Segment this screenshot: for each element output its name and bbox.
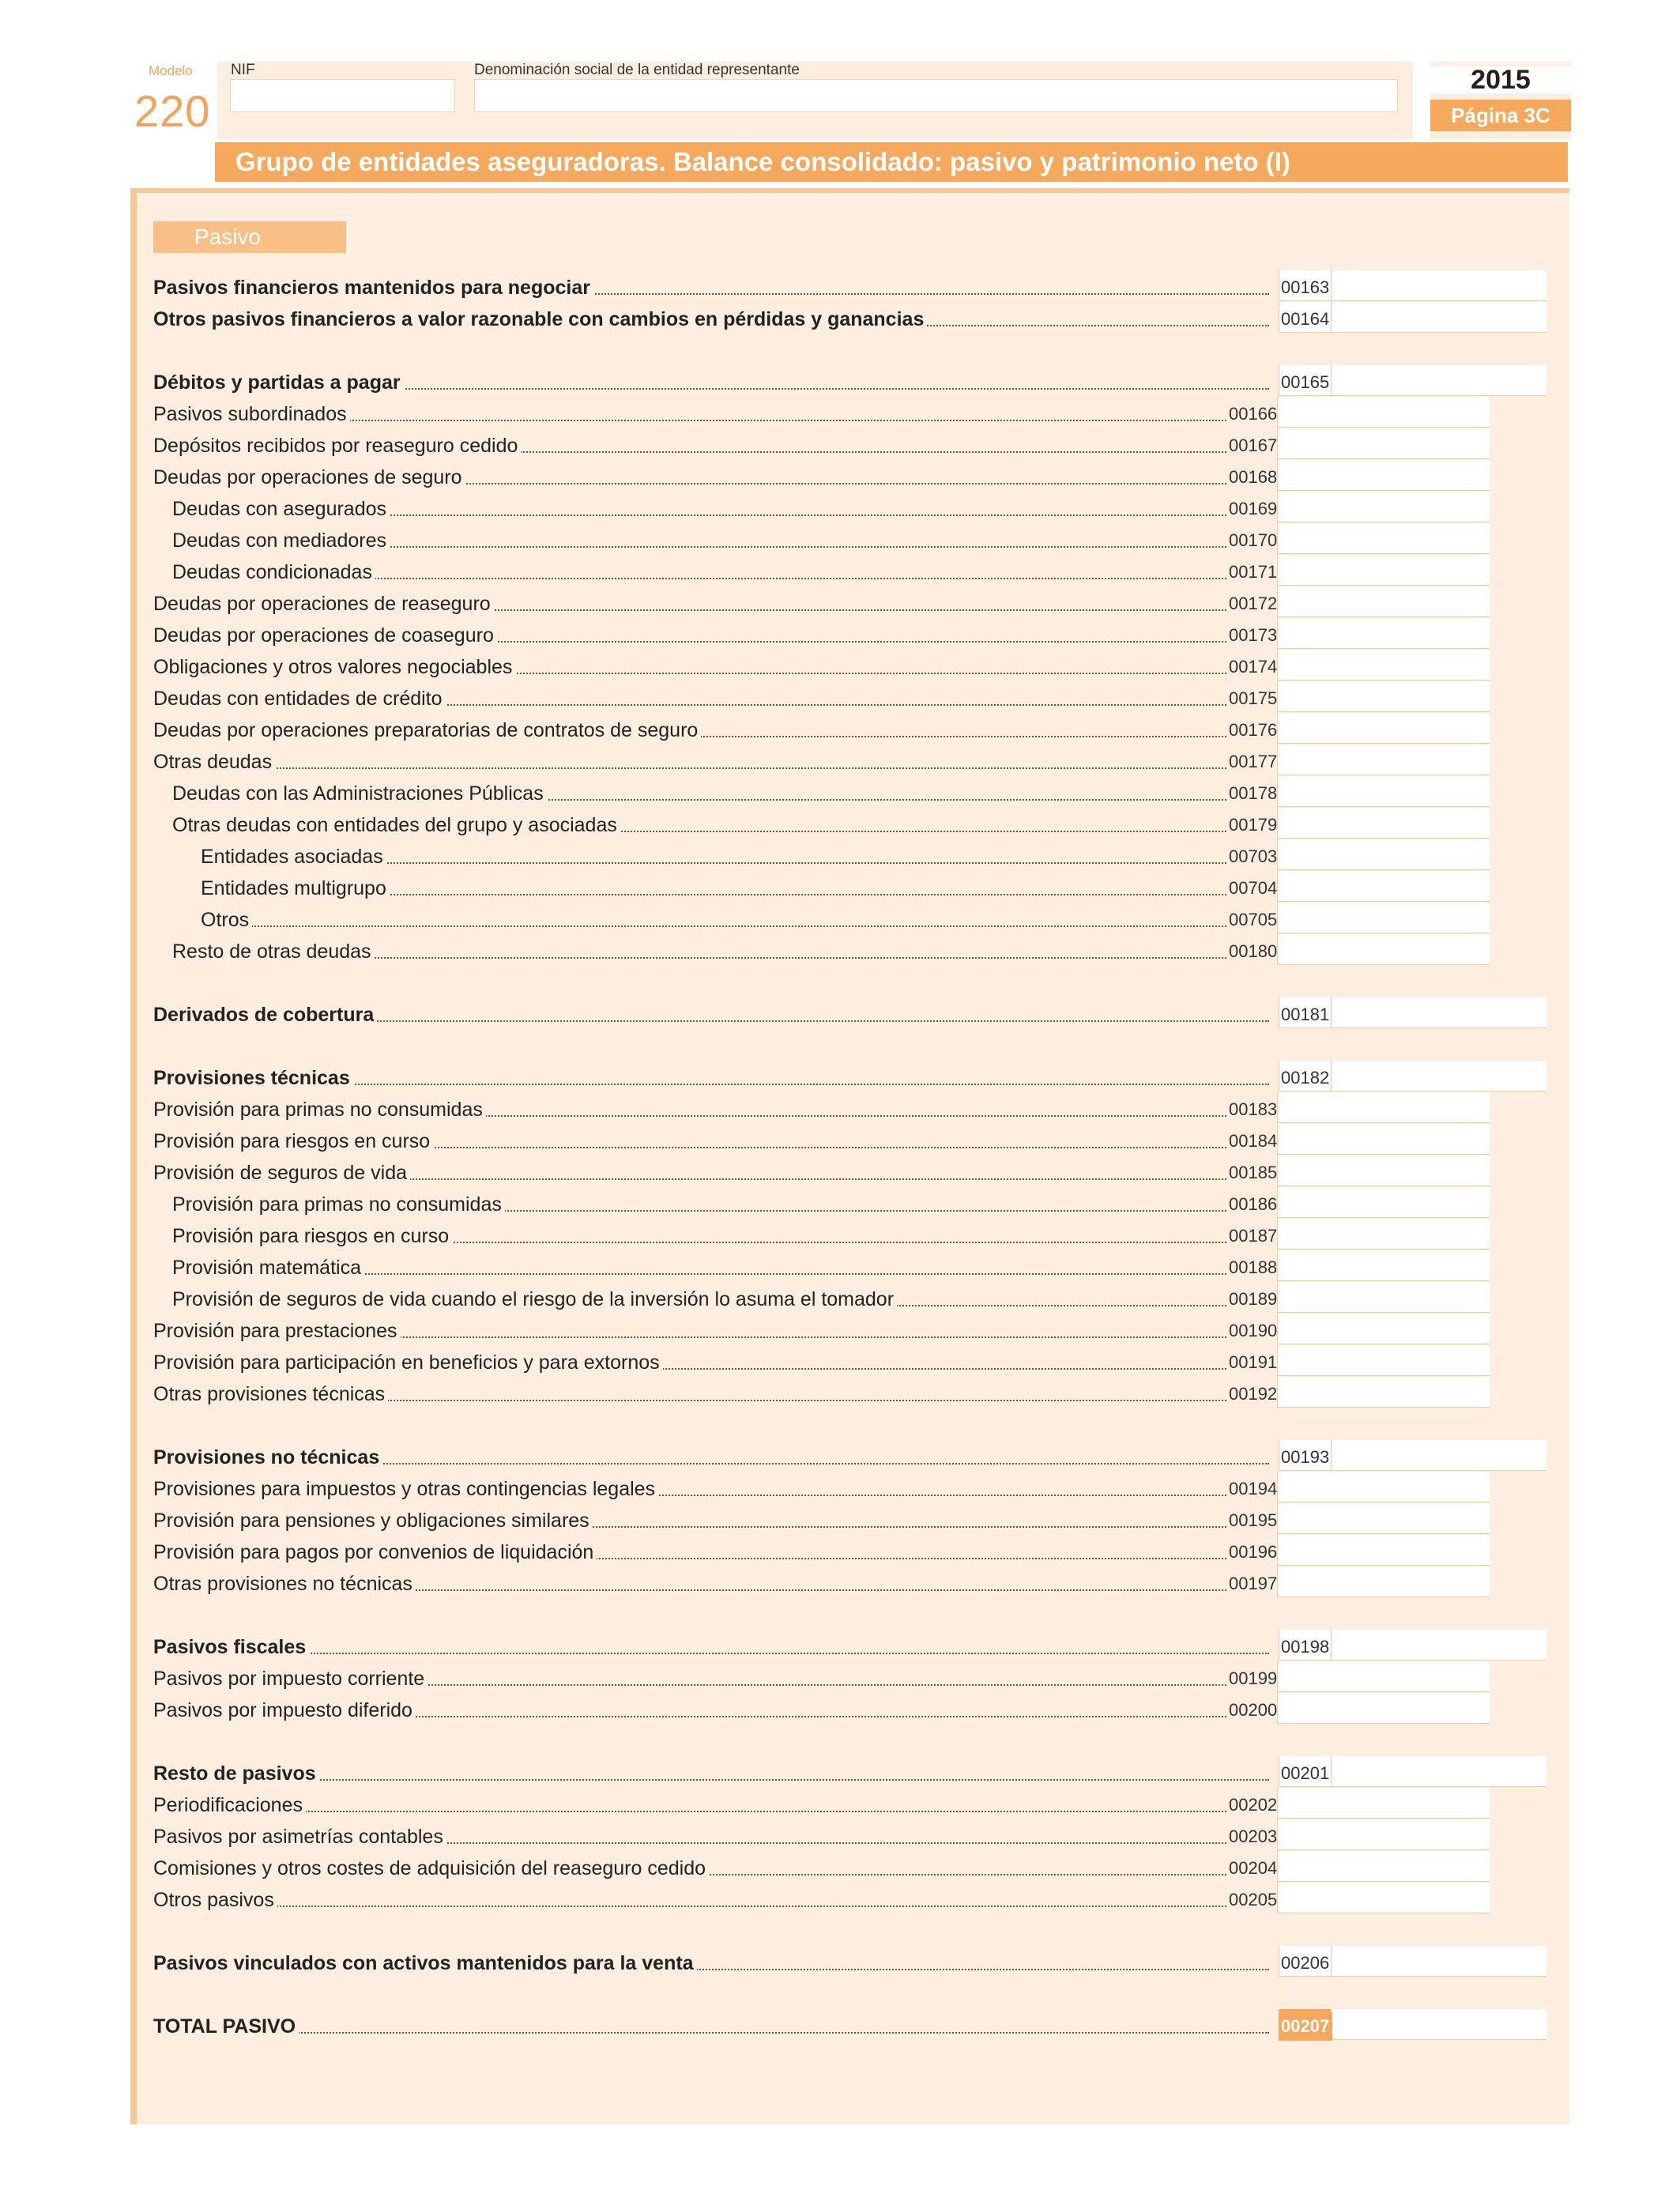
row-label-text: Provisión para pensiones y obligaciones similares [153, 1510, 593, 1532]
amount-input[interactable] [1277, 1314, 1490, 1344]
amount-input[interactable] [1277, 1250, 1490, 1281]
amount-input[interactable] [1331, 270, 1546, 301]
page-tag: Página 3C [1430, 100, 1571, 131]
amount-input[interactable] [1331, 1946, 1546, 1977]
amount-input[interactable] [1277, 1092, 1490, 1123]
field-code: 00167 [1229, 435, 1278, 455]
row-label [153, 1476, 1226, 1502]
amount-input[interactable] [1277, 460, 1490, 491]
row-label [172, 812, 1226, 838]
row-label [153, 1793, 1226, 1818]
field-code: 00179 [1229, 815, 1278, 835]
row-label [153, 401, 1226, 427]
field-code: 00192 [1229, 1384, 1278, 1404]
field-code: 00163 [1281, 277, 1330, 297]
row-label-text: Depósitos recibidos por reaseguro cedido [153, 435, 521, 457]
row-label-text: Comisiones y otros costes de adquisición del reaseguro cedido [153, 1857, 709, 1879]
row-label-text: Otras provisiones técnicas [153, 1383, 388, 1405]
amount-input[interactable] [1277, 1503, 1490, 1534]
row-label-text: Pasivos financieros mantenidos para negociar [153, 277, 593, 299]
field-code: 00189 [1229, 1289, 1278, 1309]
row-label [153, 1666, 1226, 1691]
row-label-text: Deudas con las Administraciones Públicas [172, 782, 547, 805]
field-code: 00165 [1281, 372, 1330, 392]
row-label [172, 781, 1226, 806]
row-label-text: Provisiones no técnicas [153, 1446, 382, 1468]
field-code: 00174 [1229, 657, 1278, 677]
row-label [201, 844, 1226, 869]
row-label-text: Deudas por operaciones de coaseguro [153, 624, 497, 647]
row-label [153, 1508, 1226, 1533]
field-code: 00200 [1229, 1700, 1278, 1720]
field-code: 00178 [1229, 783, 1278, 803]
row-label-text: Pasivos fiscales [153, 1636, 309, 1658]
field-code: 00172 [1229, 594, 1278, 613]
row-label [153, 1540, 1226, 1565]
row-label [153, 1097, 1226, 1122]
row-label-text: Pasivos por impuesto diferido [153, 1699, 416, 1721]
row-label [153, 1445, 1269, 1470]
field-code: 00206 [1281, 1953, 1330, 1973]
row-label [172, 560, 1226, 585]
row-label [153, 1824, 1226, 1849]
row-label [172, 939, 1226, 964]
amount-input[interactable] [1277, 618, 1490, 649]
row-label [153, 623, 1226, 648]
row-label-text: Débitos y partidas a pagar [153, 371, 404, 394]
row-label-text: Deudas con entidades de crédito [153, 688, 446, 710]
row-label-text: Provisión para riesgos en curso [172, 1225, 452, 1247]
field-code: 00182 [1281, 1068, 1330, 1088]
amount-input[interactable] [1277, 555, 1490, 586]
leader-dots [153, 1906, 1226, 1907]
row-label-text: Entidades multigrupo [201, 877, 390, 899]
amount-input[interactable] [1331, 365, 1546, 396]
row-label [172, 496, 1226, 522]
leader-dots [201, 925, 1226, 927]
row-label [153, 1160, 1226, 1186]
row-label [153, 1382, 1226, 1407]
row-label [153, 654, 1226, 680]
row-label [153, 1065, 1269, 1091]
row-label-text: Provisión de seguros de vida cuando el riesgo de la inversión lo asuma el tomador [172, 1288, 897, 1310]
row-label [153, 686, 1226, 711]
row-label [172, 528, 1226, 553]
row-label-text: Provisiones para impuestos y otras contingencias legales [153, 1478, 658, 1500]
field-code: 00703 [1229, 846, 1278, 866]
amount-input[interactable] [1277, 903, 1490, 933]
row-label [153, 1350, 1226, 1375]
leader-dots [153, 1811, 1226, 1812]
amount-input[interactable] [1331, 1756, 1546, 1787]
row-label [153, 370, 1269, 395]
field-code: 00204 [1229, 1858, 1278, 1878]
amount-input[interactable] [1277, 745, 1490, 775]
row-label-text: Otras deudas con entidades del grupo y asociadas [172, 814, 620, 836]
field-code: 00197 [1229, 1574, 1278, 1593]
amount-input[interactable] [1277, 1883, 1490, 1913]
field-code: 00175 [1229, 688, 1278, 708]
row-label [153, 749, 1226, 775]
field-code: 00203 [1229, 1826, 1278, 1846]
row-label-text: Deudas por operaciones de reaseguro [153, 593, 494, 615]
row-label [201, 907, 1226, 933]
row-label [153, 1129, 1226, 1154]
amount-input[interactable] [1277, 1472, 1490, 1502]
amount-input[interactable] [1277, 839, 1490, 870]
row-label-text: Deudas condicionadas [172, 561, 375, 583]
row-label [153, 1634, 1269, 1660]
amount-input[interactable] [1277, 1155, 1490, 1186]
row-label-text: Deudas con mediadores [172, 530, 390, 552]
row-label-text: Otros [201, 909, 252, 931]
field-code: 00704 [1229, 878, 1278, 898]
field-code: 00168 [1229, 467, 1278, 487]
row-label-text: Otras deudas [153, 751, 275, 773]
field-code: 00202 [1229, 1795, 1278, 1815]
row-label [153, 307, 1269, 332]
row-label-text: Provisión para primas no consumidas [153, 1099, 486, 1121]
amount-input[interactable] [1277, 1124, 1490, 1155]
row-label [172, 1223, 1226, 1249]
field-code: 00186 [1229, 1194, 1278, 1214]
amount-input[interactable] [1277, 1535, 1490, 1566]
field-code: 00205 [1229, 1890, 1278, 1909]
row-label-text: Pasivos por asimetrías contables [153, 1826, 446, 1848]
field-code: 00184 [1229, 1131, 1278, 1151]
field-code: 00173 [1229, 625, 1278, 645]
amount-input[interactable] [1277, 397, 1490, 428]
row-label [172, 1287, 1226, 1312]
row-label [153, 1318, 1226, 1344]
leader-dots [153, 1779, 1269, 1781]
section-tag: Pasivo [153, 221, 346, 253]
field-code: 00193 [1281, 1447, 1330, 1467]
row-label-text: Entidades asociadas [201, 846, 386, 868]
amount-input[interactable] [1277, 681, 1490, 712]
amount-input[interactable] [1277, 1219, 1490, 1250]
field-code: 00180 [1229, 941, 1278, 961]
row-label-text: Resto de pasivos [153, 1762, 319, 1785]
row-label-text: Pasivos vinculados con activos mantenidos para la venta [153, 1952, 697, 1974]
amount-input[interactable] [1277, 428, 1490, 459]
amount-input[interactable] [1277, 1661, 1490, 1692]
row-label [172, 1255, 1226, 1280]
amount-input[interactable] [1331, 1061, 1546, 1091]
row-label-text: Obligaciones y otros valores negociables [153, 656, 515, 678]
amount-input[interactable] [1277, 1187, 1490, 1218]
amount-input[interactable] [1331, 302, 1546, 333]
row-label-text: Otros pasivos financieros a valor razonable con cambios en pérdidas y ganancias [153, 308, 927, 330]
row-label [201, 876, 1226, 901]
amount-input[interactable] [1277, 1851, 1490, 1882]
amount-input[interactable] [1331, 997, 1546, 1028]
modelo-label: Modelo [149, 63, 193, 78]
row-label [153, 465, 1226, 490]
row-label-text: Provisión para riesgos en curso [153, 1130, 433, 1152]
row-label-text: Deudas por operaciones de seguro [153, 466, 465, 488]
leader-dots [153, 767, 1226, 769]
row-label [153, 1571, 1226, 1596]
row-label-text: Resto de otras deudas [172, 941, 375, 963]
row-label-text: TOTAL PASIVO [153, 2015, 299, 2038]
amount-input[interactable] [1277, 586, 1490, 617]
field-code: 00198 [1281, 1637, 1330, 1657]
field-code: 00705 [1229, 910, 1278, 929]
amount-input[interactable] [1277, 1345, 1490, 1376]
field-code: 00190 [1229, 1321, 1278, 1340]
field-code: 00188 [1229, 1257, 1278, 1277]
top-rule [130, 188, 1569, 193]
year-label: 2015 [1430, 66, 1571, 93]
field-code: 00170 [1229, 530, 1278, 550]
amount-input[interactable] [1277, 523, 1490, 554]
field-code: 00207 [1279, 2012, 1332, 2041]
row-label [153, 1761, 1269, 1786]
amount-input[interactable] [1277, 934, 1490, 965]
field-code: 00196 [1229, 1542, 1278, 1562]
row-label-text: Deudas con asegurados [172, 498, 390, 520]
field-code: 00169 [1229, 499, 1278, 518]
amount-input[interactable] [1277, 871, 1490, 902]
amount-input[interactable] [1277, 1377, 1490, 1408]
row-label-text: Pasivos subordinados [153, 403, 350, 425]
amount-input[interactable] [1277, 1819, 1490, 1850]
amount-input[interactable] [1277, 713, 1490, 744]
field-code: 00166 [1229, 404, 1278, 424]
row-label-text: Provisión matemática [172, 1257, 364, 1279]
nif-field[interactable] [230, 79, 455, 112]
amount-input[interactable] [1277, 1788, 1490, 1819]
denominacion-field[interactable] [474, 79, 1398, 112]
row-label [153, 1698, 1226, 1723]
field-code: 00195 [1229, 1510, 1278, 1530]
field-code: 00185 [1229, 1163, 1278, 1182]
amount-input[interactable] [1277, 776, 1490, 807]
field-code: 00181 [1281, 1005, 1330, 1024]
field-code: 00177 [1229, 752, 1278, 771]
row-label-text: Provisión para pagos por convenios de liquidación [153, 1541, 597, 1563]
row-label [153, 1951, 1269, 1976]
row-label-text: Provisión para prestaciones [153, 1320, 401, 1342]
amount-input[interactable] [1277, 492, 1490, 522]
row-label [153, 2014, 1269, 2039]
row-label-text: Provisión de seguros de vida [153, 1162, 410, 1184]
row-label-text: Periodificaciones [153, 1794, 306, 1816]
amount-input[interactable] [1331, 1440, 1546, 1471]
modelo-number: 220 [134, 86, 211, 136]
row-label-text: Derivados de cobertura [153, 1004, 377, 1026]
row-label-text: Provisión para participación en beneficios y para extornos [153, 1351, 663, 1374]
row-label-text: Provisiones técnicas [153, 1067, 353, 1089]
field-code: 00191 [1229, 1352, 1278, 1372]
row-label [153, 1887, 1226, 1913]
field-code: 00201 [1281, 1763, 1330, 1783]
row-label-text: Provisión para primas no consumidas [172, 1193, 505, 1216]
leader-dots [153, 2032, 1269, 2034]
row-label-text: Otros pasivos [153, 1889, 277, 1911]
row-label [172, 1192, 1226, 1217]
nif-label: NIF [231, 62, 255, 78]
field-code: 00199 [1229, 1668, 1278, 1688]
amount-input[interactable] [1277, 1282, 1490, 1313]
field-code: 00194 [1229, 1479, 1278, 1498]
row-label [153, 1002, 1269, 1027]
row-label [153, 433, 1226, 458]
amount-input[interactable] [1277, 1566, 1490, 1597]
row-label-text: Otras provisiones no técnicas [153, 1573, 416, 1595]
field-code: 00176 [1229, 720, 1278, 740]
row-label [153, 718, 1226, 743]
denominacion-label: Denominación social de la entidad representante [474, 62, 800, 78]
row-label [153, 275, 1269, 300]
field-code: 00187 [1229, 1226, 1278, 1246]
amount-input[interactable] [1277, 1693, 1490, 1724]
left-rule [130, 188, 137, 2124]
page-title: Grupo de entidades aseguradoras. Balance consolidado: pasivo y patrimonio neto (I) [235, 147, 1290, 176]
amount-input[interactable] [1277, 650, 1490, 680]
amount-input[interactable] [1277, 808, 1490, 839]
field-code: 00183 [1229, 1099, 1278, 1119]
row-label-text: Deudas por operaciones preparatorias de contratos de seguro [153, 719, 701, 741]
row-label [153, 1856, 1226, 1881]
field-code: 00164 [1281, 309, 1330, 329]
leader-dots [153, 1653, 1269, 1654]
field-code: 00171 [1229, 562, 1278, 582]
row-label [153, 591, 1226, 616]
amount-input[interactable] [1331, 1630, 1546, 1661]
row-label-text: Pasivos por impuesto corriente [153, 1668, 428, 1690]
amount-input[interactable] [1331, 2009, 1546, 2040]
